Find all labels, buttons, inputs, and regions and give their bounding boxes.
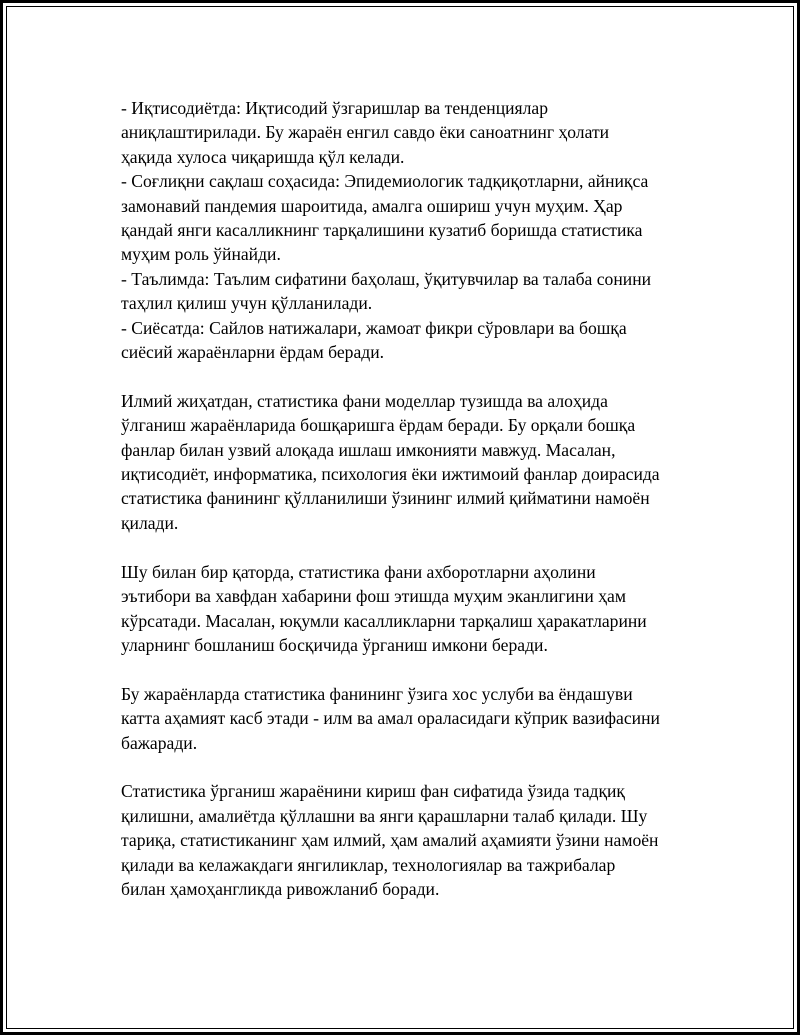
text-line: ўлганиш жараёнларида бошқаришга ёрдам беради. Бу орқали бошқа <box>121 415 636 436</box>
text-line: уларнинг бошланиш босқичида ўрганиш имкони беради. <box>121 634 548 655</box>
text-line: ҳақида хулоса чиқаришда қўл келади. <box>121 146 405 167</box>
text-line: статистика фанининг қўлланилиши ўзининг илмий қийматини намоён <box>121 488 650 509</box>
text-line: қандай янги касалликнинг тарқалишини кузатиб боришда статистика <box>121 220 643 241</box>
text-line: қилади. <box>121 512 179 533</box>
text-line: билан ҳамоҳангликда ривожланиб боради. <box>121 878 440 899</box>
text-line: иқтисодиёт, информатика, психология ёки ижтимоий фанлар доирасида <box>121 464 660 485</box>
paragraph-conclusion <box>121 779 701 901</box>
text-line: эътибори ва хавфдан хабарини фош этишда муҳим эканлигини ҳам <box>121 586 626 607</box>
text-line: - Иқтисодиётда: Иқтисодий ўзгаришлар ва тенденциялар <box>121 98 549 118</box>
text-line: - Соғлиқни сақлаш соҳасида: Эпидемиологик тадқиқотларни, айниқса <box>121 171 649 192</box>
text-line: бажаради. <box>121 732 198 753</box>
text-line: Статистика ўрганиш жараёнини кириш фан сифатида ўзида тадқиқ <box>121 781 625 802</box>
text-line: кўрсатади. Масалан, юқумли касалликларни тарқалиш ҳаракатларини <box>121 610 647 631</box>
paragraph-applications-list <box>121 96 701 364</box>
text-line: сиёсий жараёнларни ёрдам беради. <box>121 342 385 363</box>
paragraph-scientific-aspect <box>121 389 701 535</box>
paragraph-public-awareness <box>121 560 701 658</box>
document-body <box>121 96 701 926</box>
text-line: қилади ва келажакдаги янгиликлар, технологиялар ва тажрибалар <box>121 854 616 875</box>
text-line: Шу билан бир қаторда, статистика фани ахборотларни аҳолини <box>121 561 596 582</box>
text-line: таҳлил қилиш учун қўлланилади. <box>121 293 373 314</box>
text-line: Бу жараёнларда статистика фанининг ўзига хос услуби ва ёндашуви <box>121 683 633 704</box>
text-line: аниқлаштирилади. Бу жараён енгил савдо ёки саноатнинг ҳолати <box>121 122 610 143</box>
text-line: - Таълимда: Таълим сифатини баҳолаш, ўқитувчилар ва талаба сонини <box>121 268 652 289</box>
text-line: қилишни, амалиётда қўллашни ва янги қарашларни талаб қилади. Шу <box>121 805 648 826</box>
text-line: катта аҳамият касб этади - илм ва амал ораласидаги кўприк вазифасини <box>121 708 660 729</box>
text-line: муҳим роль ўйнайди. <box>121 244 281 265</box>
text-line: Илмий жиҳатдан, статистика фани моделлар тузишда ва алоҳида <box>121 390 608 411</box>
text-line: замонавий пандемия шароитида, амалга ошириш учун муҳим. Ҳар <box>121 195 623 216</box>
paragraph-method-approach <box>121 682 701 755</box>
text-line: - Сиёсатда: Сайлов натижалари, жамоат фикри сўровлари ва бошқа <box>121 317 627 338</box>
text-line: тариқа, статистиканинг ҳам илмий, ҳам амалий аҳамияти ўзини намоён <box>121 830 659 851</box>
text-line: фанлар билан узвий алоқада ишлаш имконияти мавжуд. Масалан, <box>121 439 616 460</box>
